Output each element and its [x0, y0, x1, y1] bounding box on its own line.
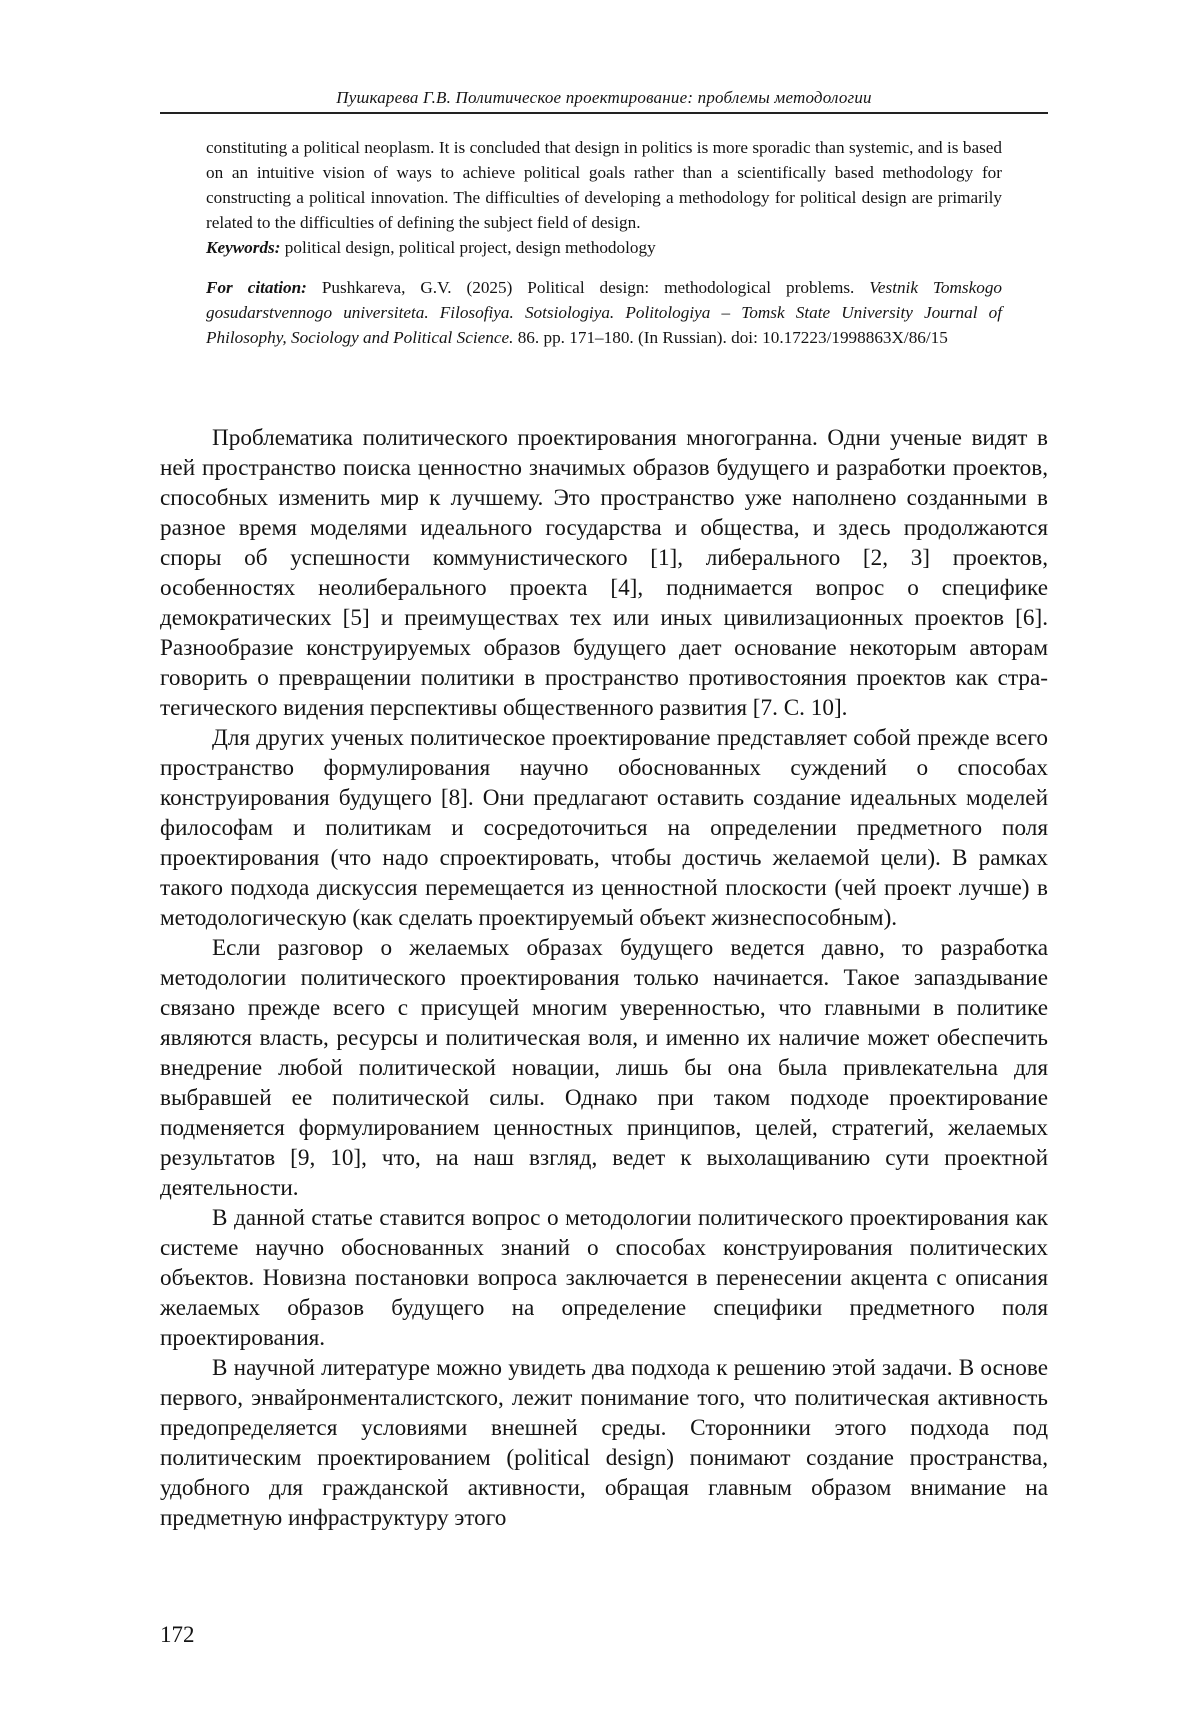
body-paragraph: Для других ученых политическое проектирование представляет собой прежде всего пространство формулирования научно обоснованных суждений о способах конструирования будущего [8]. Они предлагают оставить создание идеальных моделей философам и политикам и сосредоточиться на определении предметного поля проектирования (что надо спроектировать, чтобы достичь желаемой цели). В рамках такого подхода дискуссия перемещается из ценностной плоскости (чей проект лучше) в методологическую (как сделать проектируемый объект жизнеспособным). [160, 725, 1048, 931]
citation-block [206, 275, 1002, 350]
keywords-line [206, 235, 1002, 260]
citation-label: For citation: [206, 278, 307, 297]
citation-details: 86. pp. 171–180. (In Russian). doi: 10.17223/1998863X/86/15 [517, 328, 948, 347]
keywords-text: political design, political project, design methodology [284, 238, 656, 257]
keywords-label: Keywords: [206, 238, 281, 257]
citation-text: Pushkareva, G.V. (2025) Political design: methodological problems. [321, 278, 855, 297]
body-paragraph: В научной литературе можно увидеть два подхода к решению этой задачи. В основе первого, энвайронменталистского, лежит понимание того, что политическая активность предопределяется условиями внешней среды. Сторонники этого подхода под политическим проектированием (political design) понимают создание пространства, удобного для гражданской активности, обращая главным образом внимание на предметную инфраструктуру этого [160, 1355, 1048, 1531]
body-paragraph: В данной статье ставится вопрос о методологии политического проектирования как системе научно обоснованных знаний о способах конструирования политических объектов. Новизна постановки вопроса заключается в перенесении акцента с описания желаемых образов будущего на определение специфики предметного поля проектирования. [160, 1205, 1048, 1351]
abstract-text: constituting a political neoplasm. It is concluded that design in politics is more sporadic than systemic, and is based on an intuitive vision of ways to achieve political goals rather than a scientifically based methodology for constructing a political innovation. The difficulties of developing a methodology for political design are primarily related to the difficulties of defining the subject field of design. [206, 138, 1002, 232]
abstract-block [206, 135, 1002, 350]
citation-journal: Vestnik Tomskogo gosudarstvennogo universiteta. Filosofiya. Sotsiologiya. Politologiya – Tomsk State University Journal of Philosophy, Sociology and Political Science. [206, 278, 1003, 347]
page-number: 172 [160, 1622, 195, 1647]
body-paragraph: Если разговор о желаемых образах будущего ведется давно, то разработка методологии политического проектирования только начинается. Такое запаздывание связано прежде всего с присущей многим уверенностью, что главными в политике являются власть, ресурсы и политическая воля, и именно их наличие может обеспечить внедрение любой политической новации, лишь бы она была привлекательна для выбравшей ее политической силы. Однако при таком подходе проектирование подменяется формулированием ценностных принципов, целей, стратегий, желаемых результатов [9, 10], что, на наш взгляд, ведет к выхолащиванию сути проектной деятельности. [160, 935, 1048, 1201]
running-header: Пушкарева Г.В. Политическое проектирование: проблемы методологии [336, 88, 872, 107]
header-divider [160, 112, 1048, 114]
article-body [160, 423, 1048, 1533]
body-paragraph: Проблематика политического проектирования многогранна. Одни ученые видят в ней пространство поиска ценностно значимых образов будущего и разработки проектов, способных изменить мир к лучшему. Это пространство уже наполнено созданными в разное время моделями идеального государства и общества, и здесь продолжаются споры об успешности коммунистического [1], либерального [2, 3] проектов, особенностях неолиберального проекта [4], поднимается вопрос о специфике демократических [5] и преимуществах тех или иных цивилизационных проектов [6]. Разнообразие конструируемых образов будущего дает основание некоторым авторам говорить о превращении политики в пространство противостояния проектов как стратегического видения перспективы общественного развития [7. С. 10]. [160, 425, 1048, 721]
